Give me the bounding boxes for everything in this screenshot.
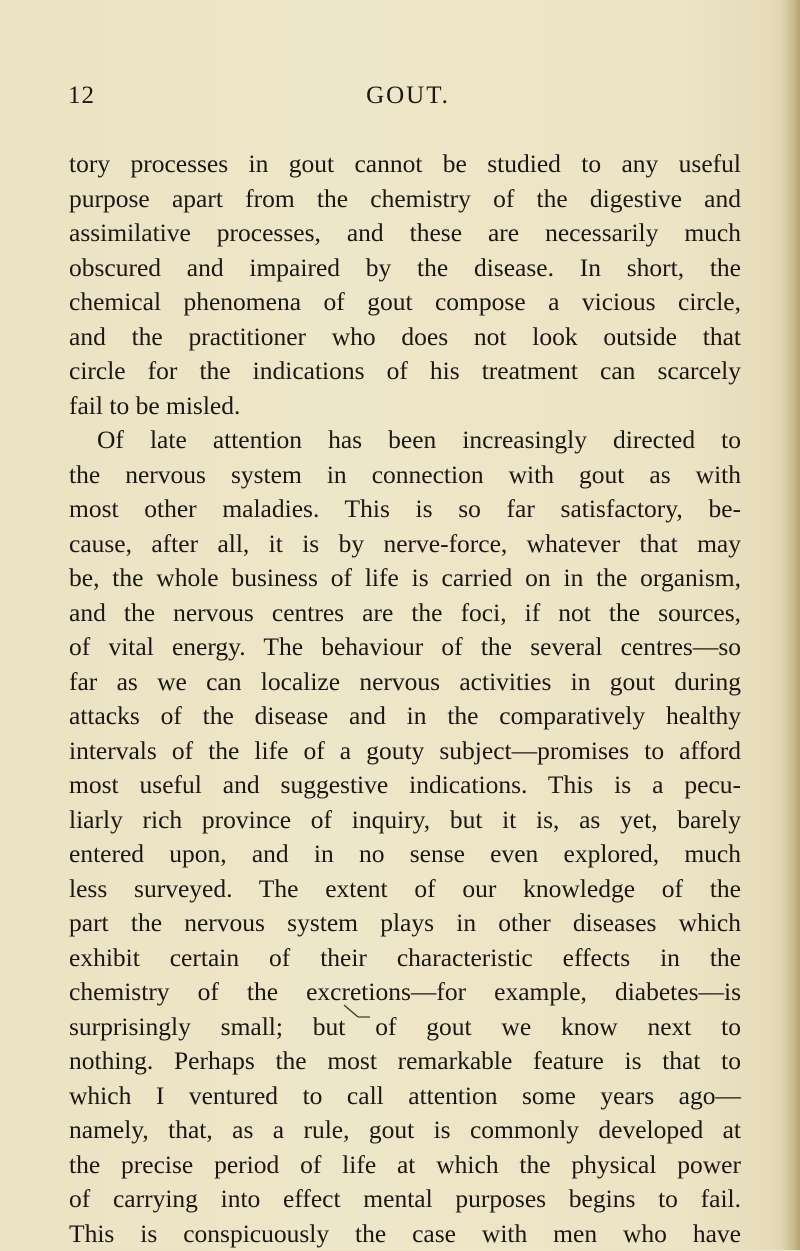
text-line: part the nervous system plays in other diseases which [69, 906, 741, 941]
text-line: of vital energy. The behaviour of the several centres—so [69, 630, 741, 665]
paragraph-end-line: fail to be misled. [69, 389, 741, 424]
text-line: This is conspicuously the case with men who have [69, 1217, 741, 1251]
running-head [68, 82, 748, 116]
text-line: circle for the indications of his treatment can scarcely [69, 354, 741, 389]
text-line: attacks of the disease and in the comparatively healthy [69, 699, 741, 734]
text-line: most other maladies. This is so far satisfactory, be- [69, 492, 741, 527]
text-line: far as we can localize nervous activities in gout during [69, 665, 741, 700]
text-line: liarly rich province of inquiry, but it is, as yet, barely [69, 803, 741, 838]
text-line: intervals of the life of a gouty subject—promises to afford [69, 734, 741, 769]
page-edge-shadow [782, 0, 800, 1250]
text-line: most useful and suggestive indications. This is a pecu- [69, 768, 741, 803]
text-line: of carrying into effect mental purposes begins to fail. [69, 1182, 741, 1217]
text-line: entered upon, and in no sense even explored, much [69, 837, 741, 872]
ink-mark-icon [342, 1003, 376, 1023]
text-line: tory processes in gout cannot be studied to any useful [69, 147, 741, 182]
text-line: the precise period of life at which the physical power [69, 1148, 741, 1183]
page-number: 12 [68, 82, 95, 110]
text-line: and the practitioner who does not look outside that [69, 320, 741, 355]
text-line: assimilative processes, and these are necessarily much [69, 216, 741, 251]
text-line: the nervous system in connection with gout as with [69, 458, 741, 493]
text-line: chemical phenomena of gout compose a vicious circle, [69, 285, 741, 320]
text-line: be, the whole business of life is carried on in the organism, [69, 561, 741, 596]
text-line: less surveyed. The extent of our knowledge of the [69, 872, 741, 907]
paragraph-start-line: Of late attention has been increasingly directed to [69, 423, 741, 458]
text-line: chemistry of the excretions—for example, diabetes—is [69, 975, 741, 1010]
text-line: cause, after all, it is by nerve-force, whatever that may [69, 527, 741, 562]
text-line: namely, that, as a rule, gout is commonly developed at [69, 1113, 741, 1148]
text-line: which I ventured to call attention some years ago— [69, 1079, 741, 1114]
body-text [69, 147, 741, 1251]
text-line: nothing. Perhaps the most remarkable feature is that to [69, 1044, 741, 1079]
text-line: surprisingly small; but of gout we know next to [69, 1010, 741, 1045]
text-line: purpose apart from the chemistry of the digestive and [69, 182, 741, 217]
text-line: exhibit certain of their characteristic effects in the [69, 941, 741, 976]
running-title: GOUT. [68, 82, 748, 110]
text-line: and the nervous centres are the foci, if not the sources, [69, 596, 741, 631]
text-line: obscured and impaired by the disease. In short, the [69, 251, 741, 286]
